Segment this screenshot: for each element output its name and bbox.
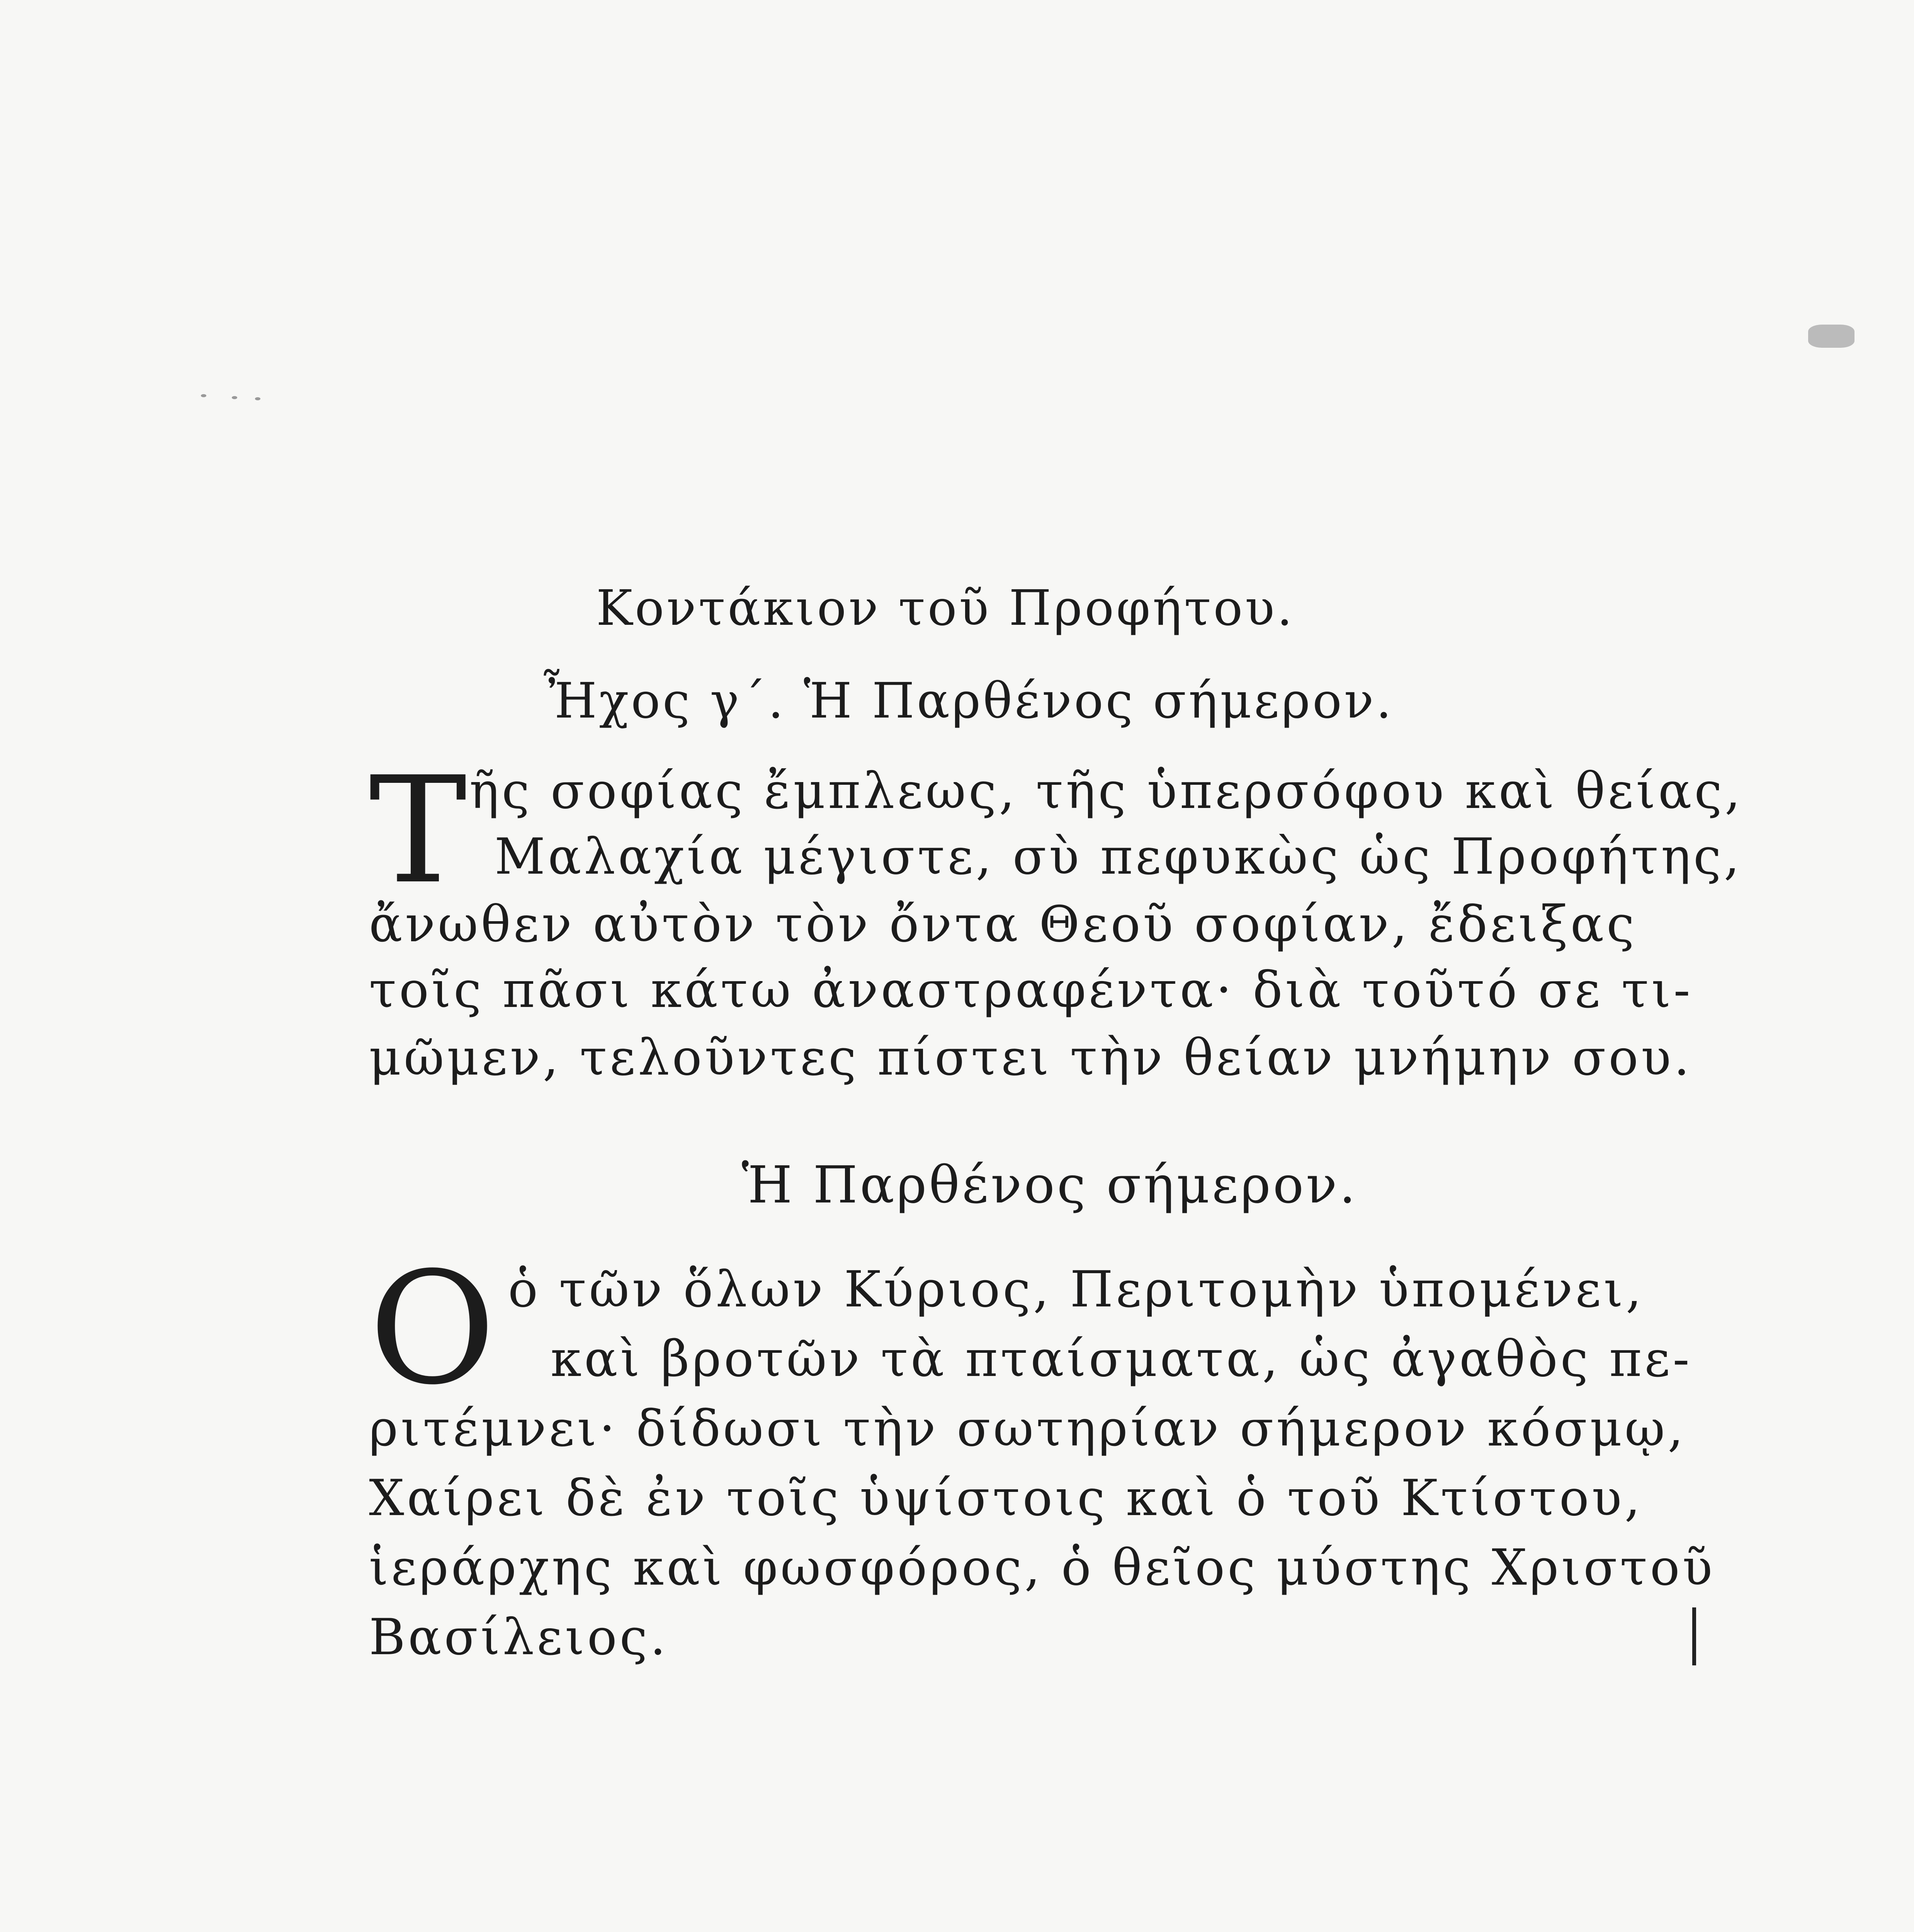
scan-speck <box>255 397 260 400</box>
stanza-line: ὁ τῶν ὅλων Κύριος, Περιτομὴν ὑπομένει, <box>508 1261 1644 1318</box>
stanza-line: Βασίλειος. <box>369 1609 669 1666</box>
stanza-line: Χαίρει δὲ ἐν τοῖς ὑψίστοις καὶ ὁ τοῦ Κτίστου, <box>369 1469 1643 1527</box>
hymn-heading: Ἡ Παρθένος σήμερον. <box>741 1155 1358 1215</box>
drop-cap-initial: Τ <box>369 745 467 916</box>
scan-speck <box>232 396 237 399</box>
scan-speck <box>201 394 206 397</box>
stanza-line: ῆς σοφίας ἔμπλεως, τῆς ὑπερσόφου καὶ θείας, <box>469 762 1743 820</box>
stanza-line: Μαλαχία μέγιστε, σὺ πεφυκὼς ὡς Προφήτης, <box>495 828 1742 886</box>
stanza-line: μῶμεν, τελοῦντες πίστει τὴν θείαν μνήμην σου. <box>369 1029 1692 1087</box>
stanza-line: ἄνωθεν αὐτὸν τὸν ὄντα Θεοῦ σοφίαν, ἔδειξας <box>369 896 1637 953</box>
scan-speck <box>1808 325 1855 348</box>
margin-mark <box>1692 1607 1696 1665</box>
stanza-line: ἱεράρχης καὶ φωσφόρος, ὁ θεῖος μύστης Χριστοῦ <box>369 1539 1715 1597</box>
tone-heading: Ἦχος γ΄. Ἡ Παρθένος σήμερον. <box>543 672 1394 729</box>
drop-cap-initial: Ο <box>369 1239 496 1419</box>
stanza-line: ριτέμνει· δίδωσι τὴν σωτηρίαν σήμερον κόσμῳ, <box>369 1400 1686 1458</box>
kontakion-title: Κοντάκιον τοῦ Προφήτου. <box>596 580 1295 636</box>
stanza-line: καὶ βροτῶν τὰ πταίσματα, ὡς ἀγαθὸς πε- <box>551 1330 1692 1388</box>
stanza-line: τοῖς πᾶσι κάτω ἀναστραφέντα· διὰ τοῦτό σε τι- <box>369 961 1693 1019</box>
